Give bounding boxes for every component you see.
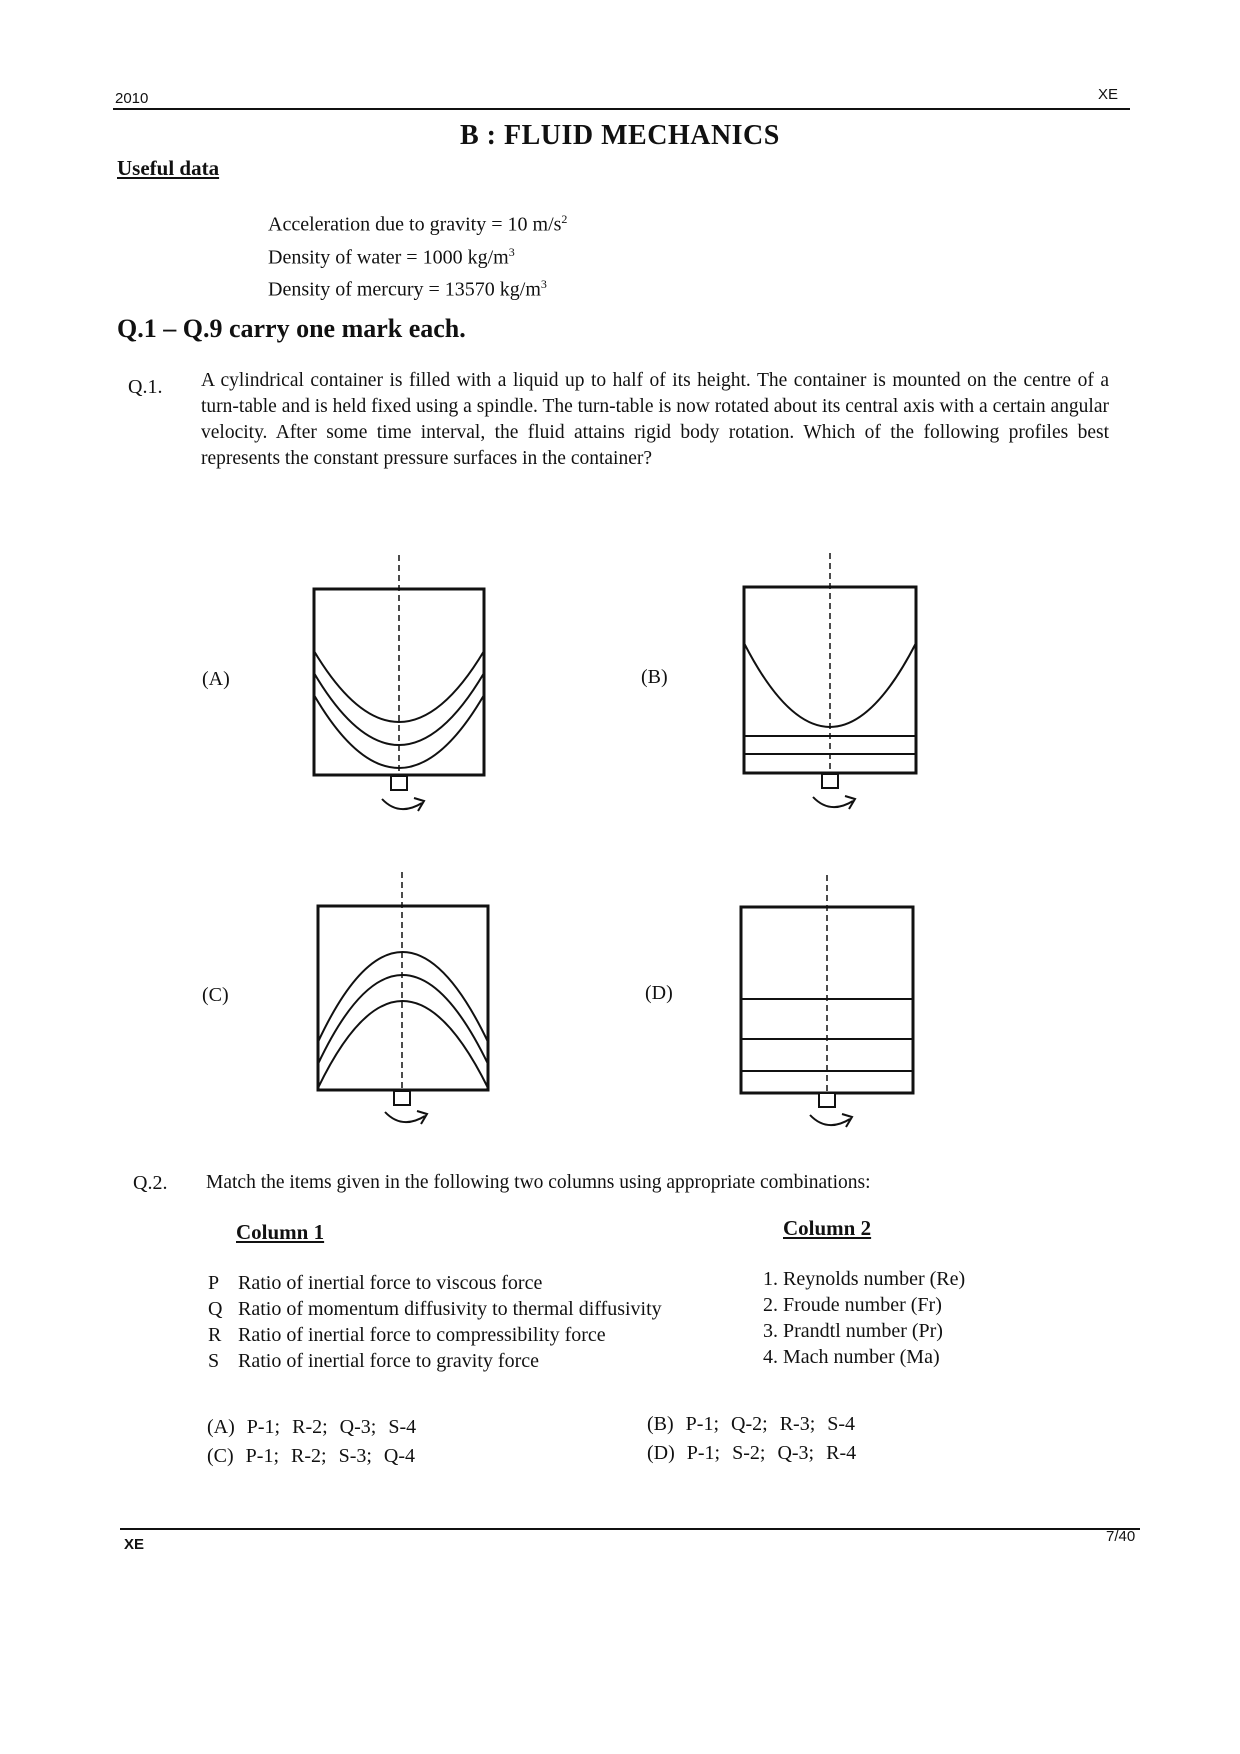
q2-option-a[interactable]: (A) P-1; R-2; Q-3; S-4 [207, 1416, 417, 1438]
q2-column2-list [763, 1266, 965, 1370]
section-heading: Q.1 – Q.9 carry one mark each. [117, 314, 466, 343]
q1-option-b-label[interactable]: (B) [641, 666, 668, 688]
q2-column1-list [208, 1270, 662, 1374]
q2-option-b-label: (B) [647, 1413, 674, 1435]
q2-column1-item-r: R Ratio of inertial force to compressibility force [208, 1324, 606, 1346]
q2-text: Match the items given in the following two columns using appropriate combinations: [206, 1172, 871, 1193]
page-title: B : FLUID MECHANICS [460, 120, 780, 151]
q2-option-a-label: (A) [207, 1416, 235, 1438]
useful-data-mercury-density: Density of mercury = 13570 $kg/m^3$ [268, 277, 547, 301]
q2-column1-item-s: S Ratio of inertial force to gravity force [208, 1350, 539, 1372]
q1-option-b-figure [733, 553, 933, 825]
useful-data-heading: Useful data [117, 156, 220, 180]
q1-option-c-figure [302, 872, 502, 1140]
q2-column2-item-4: 4. Mach number (Ma) [763, 1346, 940, 1368]
useful-data-list [268, 206, 567, 304]
q1-option-a-figure [300, 555, 500, 825]
q2-column1-item-q: Q Ratio of momentum diffusivity to thermal diffusivity [208, 1298, 662, 1320]
q2-option-c-label: (C) [207, 1445, 234, 1467]
q1-option-c-label[interactable]: (C) [202, 984, 229, 1006]
q2-column2-item-3: 3. Prandtl number (Pr) [763, 1320, 943, 1342]
header-code: XE [1098, 86, 1119, 103]
q1-option-a-label[interactable]: (A) [202, 668, 230, 690]
q2-column2-item-1: 1. Reynolds number (Re) [763, 1268, 966, 1290]
header-year: 2010 [115, 90, 149, 107]
q2-column1-item-p: P Ratio of inertial force to viscous force [208, 1272, 543, 1294]
q1-text: A cylindrical container is filled with a liquid up to half of its height. The container is mounted on the centre of a turn-table and is held fixed using a spindle. The turn-table is now rotated about its central axis with a certain angular velocity. After some time interval, the fluid attains rigid body rotation. Which of the following profiles best represents the constant pressure surfaces in the container? [201, 370, 1109, 469]
q2-number: Q.2. [133, 1172, 168, 1194]
q1-option-d-label[interactable]: (D) [645, 982, 673, 1004]
footer-page-number: 7/40 [1106, 1528, 1136, 1545]
q2-option-c[interactable]: (C) P-1; R-2; S-3; Q-4 [207, 1445, 416, 1467]
q2-option-d[interactable]: (D) P-1; S-2; Q-3; R-4 [647, 1442, 857, 1464]
q2-option-b[interactable]: (B) P-1; Q-2; R-3; S-4 [647, 1413, 856, 1435]
footer-code: XE [124, 1536, 145, 1553]
useful-data-water-density: Density of water = 1000 $kg/m^3$ [268, 244, 515, 269]
q2-column2-item-2: 2. Froude number (Fr) [763, 1294, 942, 1316]
useful-data-gravity: Acceleration due to gravity = 10 $m/s^2$ [268, 212, 568, 236]
q2-option-d-label: (D) [647, 1442, 675, 1464]
header-rule [113, 108, 1130, 110]
q1-option-d-figure [728, 875, 938, 1143]
q2-column1-heading: Column 1 [236, 1220, 325, 1244]
q1-number: Q.1. [128, 376, 163, 398]
footer-rule [120, 1528, 1140, 1530]
q2-column2-heading: Column 2 [783, 1216, 872, 1240]
